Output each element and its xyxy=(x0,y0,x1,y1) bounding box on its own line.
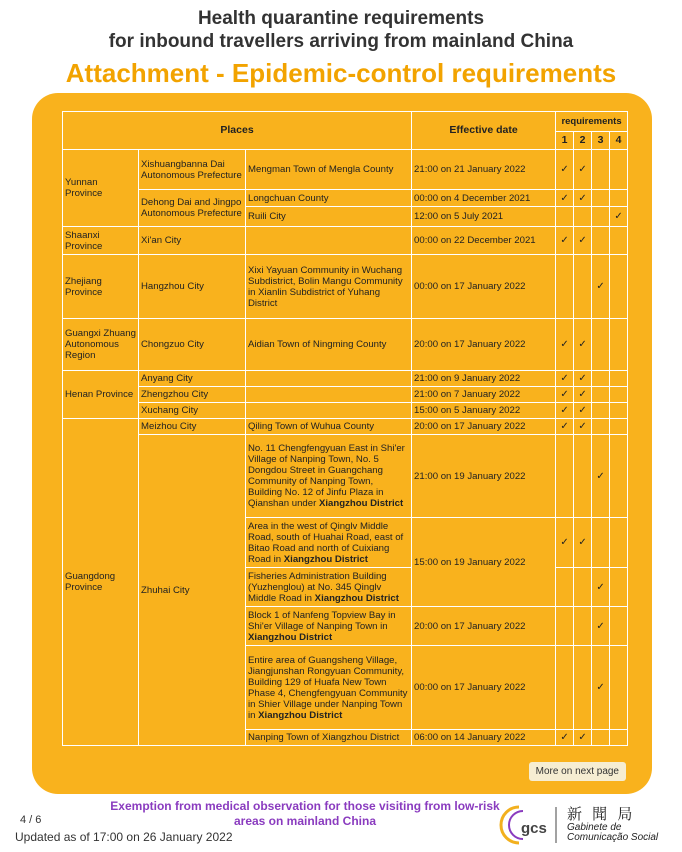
date-cell: 06:00 on 14 January 2022 xyxy=(412,730,556,746)
city-cell: Xishuangbanna Dai Autonomous Prefecture xyxy=(139,150,246,190)
check-mark: ✓ xyxy=(574,319,592,371)
check-mark: ✓ xyxy=(556,419,574,435)
date-cell: 15:00 on 19 January 2022 xyxy=(412,518,556,607)
table-row xyxy=(63,319,628,371)
gcs-logo xyxy=(497,803,677,847)
date-cell: 21:00 on 19 January 2022 xyxy=(412,435,556,518)
page-number: 4 / 6 xyxy=(20,814,42,826)
table-row xyxy=(63,387,628,403)
area-cell: Block 1 of Nanfeng Topview Bay in Shi'er Village of Nanping Town in Xiangzhou District xyxy=(246,607,412,646)
area-cell: Nanping Town of Xiangzhou District xyxy=(246,730,412,746)
title-line-1: Health quarantine requirements xyxy=(197,8,485,29)
city-cell: Xi'an City xyxy=(139,227,246,255)
check-mark: ✓ xyxy=(556,150,574,190)
header-places: Places xyxy=(63,112,412,150)
check-mark: ✓ xyxy=(556,371,574,387)
date-cell: 00:00 on 17 January 2022 xyxy=(412,646,556,730)
check-mark: ✓ xyxy=(592,435,610,518)
requirements-panel xyxy=(32,93,652,794)
check-mark: ✓ xyxy=(556,319,574,371)
check-mark: ✓ xyxy=(556,227,574,255)
date-cell: 00:00 on 22 December 2021 xyxy=(412,227,556,255)
city-cell: Xuchang City xyxy=(139,403,246,419)
check-mark: ✓ xyxy=(574,150,592,190)
check-mark: ✓ xyxy=(592,568,610,607)
area-cell: Entire area of Guangsheng Village, Jiangjunshan Rongyuan Community, Building 129 of Huafa New Town Phase 4, Chengfengyuan Community in Shier Village under Nanping Town in Xiangzhou District xyxy=(246,646,412,730)
city-cell: Meizhou City xyxy=(139,419,246,435)
area-cell: Aidian Town of Ningming County xyxy=(246,319,412,371)
check-mark: ✓ xyxy=(610,207,628,227)
check-mark: ✓ xyxy=(556,518,574,568)
table-header-row xyxy=(63,112,628,132)
area-cell: Xixi Yayuan Community in Wuchang Subdistrict, Bolin Mangu Community in Xianlin Subdistrict of Yuhang District xyxy=(246,255,412,319)
date-cell: 21:00 on 7 January 2022 xyxy=(412,387,556,403)
area-cell: Longchuan County xyxy=(246,190,412,207)
req-number: 3 xyxy=(592,132,610,150)
check-mark: ✓ xyxy=(574,518,592,568)
area-cell: Fisheries Administration Building (Yuzhenglou) at No. 345 Qinglv Middle Road in Xiangzhou District xyxy=(246,568,412,607)
check-mark: ✓ xyxy=(574,190,592,207)
area-cell: Mengman Town of Mengla County xyxy=(246,150,412,190)
check-mark: ✓ xyxy=(574,419,592,435)
date-cell: 15:00 on 5 January 2022 xyxy=(412,403,556,419)
table-row xyxy=(63,190,628,207)
more-on-next-page-button[interactable]: More on next page xyxy=(529,762,626,781)
area-cell: Qiling Town of Wuhua County xyxy=(246,419,412,435)
table-row xyxy=(63,435,628,518)
city-cell: Hangzhou City xyxy=(139,255,246,319)
logo-chinese-text: 新 聞 局 xyxy=(567,806,636,823)
date-cell: 21:00 on 9 January 2022 xyxy=(412,371,556,387)
check-mark: ✓ xyxy=(556,387,574,403)
city-cell: Anyang City xyxy=(139,371,246,387)
table-row xyxy=(63,255,628,319)
date-cell: 21:00 on 21 January 2022 xyxy=(412,150,556,190)
province-cell: Henan Province xyxy=(63,371,139,419)
req-number: 4 xyxy=(610,132,628,150)
date-cell: 12:00 on 5 July 2021 xyxy=(412,207,556,227)
date-cell: 20:00 on 17 January 2022 xyxy=(412,319,556,371)
table-row xyxy=(63,403,628,419)
date-cell: 20:00 on 17 January 2022 xyxy=(412,419,556,435)
check-mark: ✓ xyxy=(574,371,592,387)
logo-portuguese-text: Gabinete de Comunicação Social xyxy=(567,822,659,843)
check-mark: ✓ xyxy=(592,255,610,319)
city-cell: Zhuhai City xyxy=(139,435,246,746)
city-cell: Chongzuo City xyxy=(139,319,246,371)
title-line-2: for inbound travellers arriving from mainland China xyxy=(108,31,574,52)
requirements-table xyxy=(62,111,628,746)
check-mark: ✓ xyxy=(574,227,592,255)
check-mark: ✓ xyxy=(574,730,592,746)
exemption-link[interactable]: Exemption from medical observation for those visiting from low-risk areas on mainland China xyxy=(110,799,500,828)
check-mark: ✓ xyxy=(556,403,574,419)
table-row xyxy=(63,227,628,255)
province-cell: Zhejiang Province xyxy=(63,255,139,319)
city-cell: Zhengzhou City xyxy=(139,387,246,403)
province-cell: Guangdong Province xyxy=(63,419,139,746)
check-mark: ✓ xyxy=(556,190,574,207)
date-cell: 00:00 on 17 January 2022 xyxy=(412,255,556,319)
req-number: 2 xyxy=(574,132,592,150)
area-cell: Area in the west of Qinglv Middle Road, south of Huahai Road, east of Bitao Road and north of Cuixiang Road in Xiangzhou District xyxy=(246,518,412,568)
date-cell: 20:00 on 17 January 2022 xyxy=(412,607,556,646)
attachment-subtitle: Attachment - Epidemic-control requirements xyxy=(65,58,617,88)
svg-text:gcs: gcs xyxy=(521,820,547,837)
gcs-logo-mark-icon xyxy=(497,803,563,847)
area-cell: No. 11 Chengfengyuan East in Shi'er Village of Nanping Town, No. 5 Dongdou Street in Guangchang Community of Nanping Town, Building No. 12 of Jinfu Plaza in Qianshan under Xiangzhou District xyxy=(246,435,412,518)
check-mark: ✓ xyxy=(592,646,610,730)
updated-timestamp: Updated as of 17:00 on 26 January 2022 xyxy=(15,830,233,844)
table-row xyxy=(63,150,628,190)
province-cell: Shaanxi Province xyxy=(63,227,139,255)
province-cell: Yunnan Province xyxy=(63,150,139,227)
table-row xyxy=(63,419,628,435)
city-cell: Dehong Dai and Jingpo Autonomous Prefecture xyxy=(139,190,246,227)
check-mark: ✓ xyxy=(574,403,592,419)
header-effective-date: Effective date xyxy=(412,112,556,150)
check-mark: ✓ xyxy=(592,607,610,646)
date-cell: 00:00 on 4 December 2021 xyxy=(412,190,556,207)
province-cell: Guangxi Zhuang Autonomous Region xyxy=(63,319,139,371)
header-requirements: requirements xyxy=(556,112,628,132)
area-cell: Ruili City xyxy=(246,207,412,227)
req-number: 1 xyxy=(556,132,574,150)
check-mark: ✓ xyxy=(574,387,592,403)
check-mark: ✓ xyxy=(556,730,574,746)
table-row xyxy=(63,371,628,387)
